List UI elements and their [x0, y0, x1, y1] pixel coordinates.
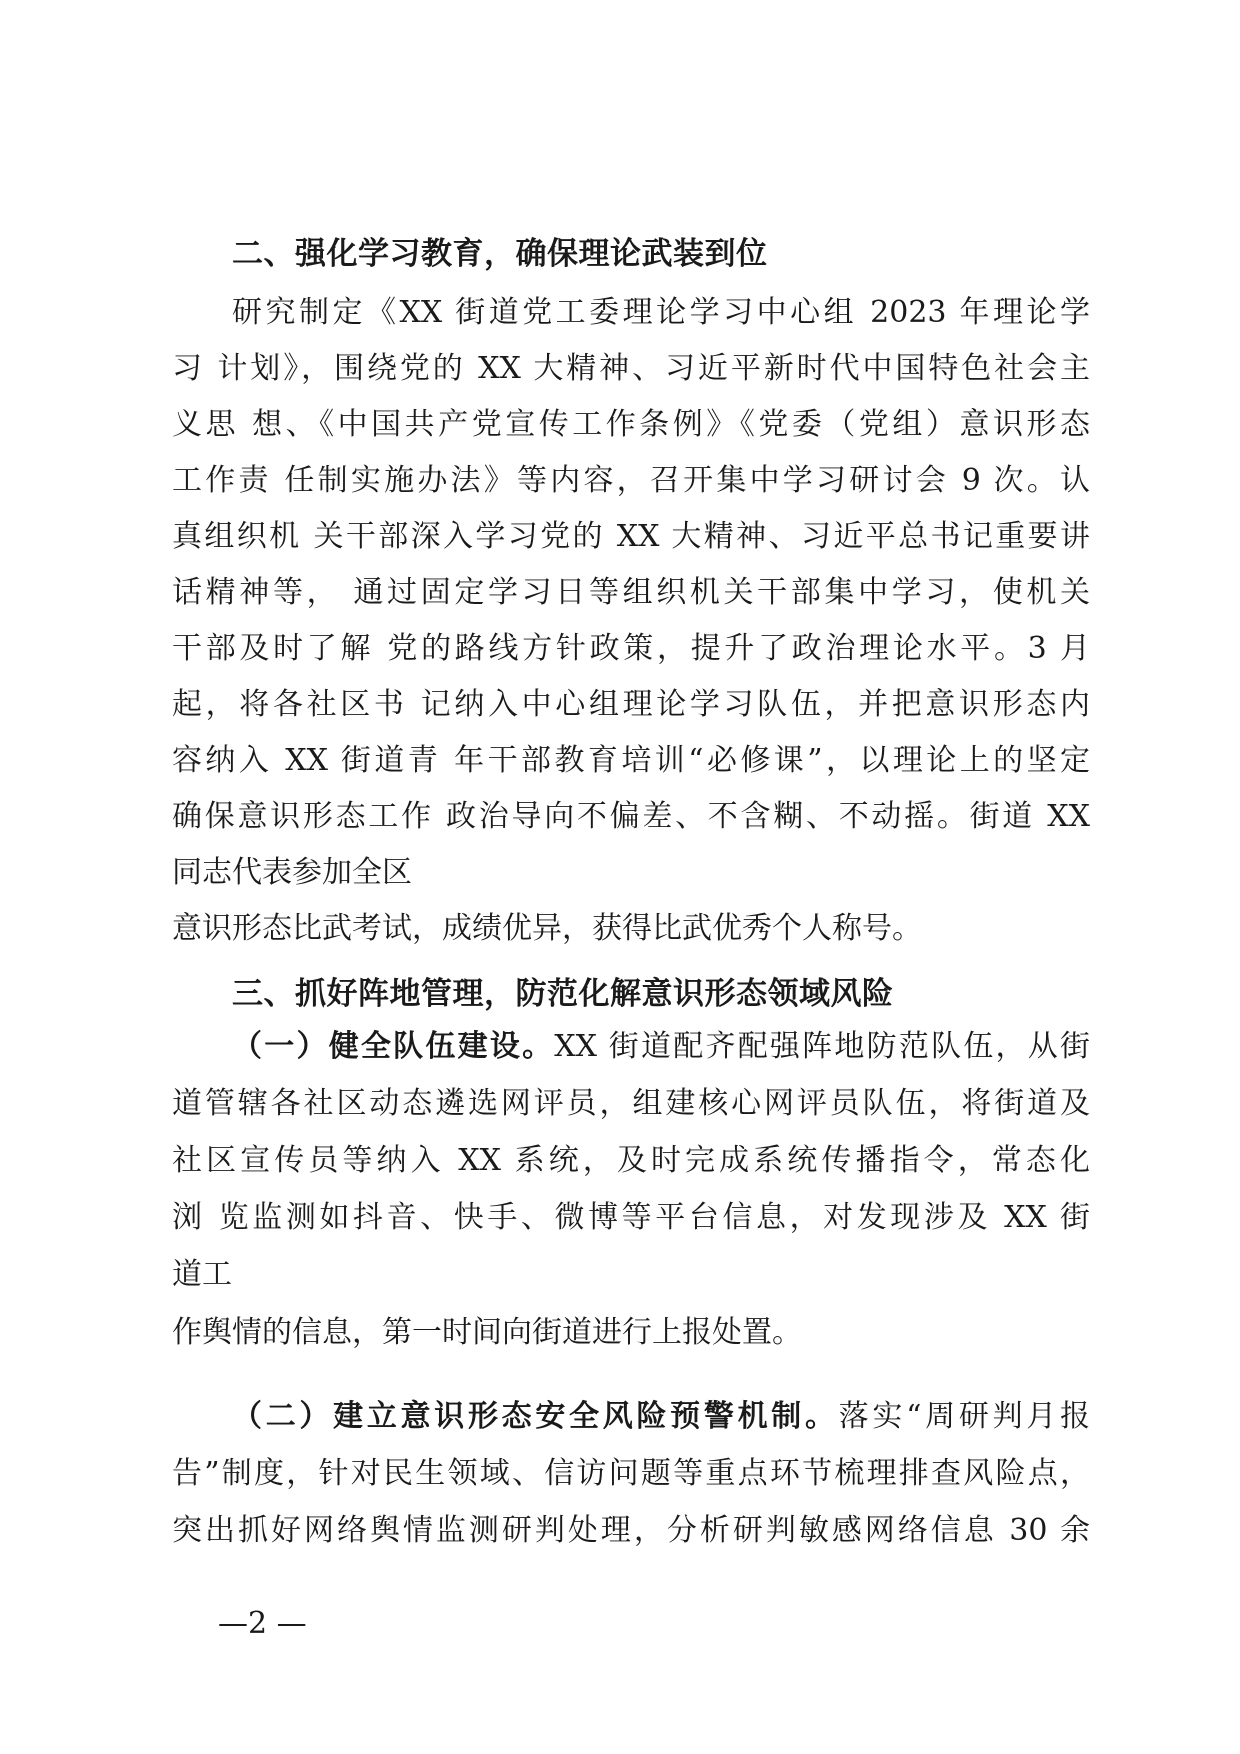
paragraph-line: 真组织机 关干部深入学习党的 XX 大精神、习近平总书记重要讲 [172, 519, 1090, 554]
paragraph-line: 习 计划》，围绕党的 XX 大精神、习近平新时代中国特色社会主 [172, 351, 1090, 386]
section-heading-2: 二、强化学习教育，确保理论武装到位 [232, 236, 768, 272]
paragraph-line: 告”制度，针对民生领域、信访问题等重点环节梳理排查风险点， [172, 1456, 1090, 1491]
subsection-2-text: 落实“周研判月报 [838, 1399, 1090, 1434]
subsection-1-text: XX 街道配齐配强阵地防范队伍，从街 [554, 1029, 1090, 1064]
paragraph-line: 道管辖各社区动态遴选网评员，组建核心网评员队伍，将街道及 [172, 1086, 1090, 1121]
page-number: —2 — [218, 1606, 307, 1641]
paragraph-line: 干部及时了解 党的路线方针政策，提升了政治理论水平。3 月 [172, 631, 1090, 666]
paragraph-line: 容纳入 XX 街道青 年干部教育培训“必修课”，以理论上的坚定 [172, 743, 1090, 778]
paragraph-line: 意识形态比武考试，成绩优异，获得比武优秀个人称号。 [172, 911, 922, 946]
paragraph-line: 道工 [172, 1257, 232, 1292]
paragraph-line: 同志代表参加全区 [172, 855, 412, 890]
subsection-2-title: （二）建立意识形态安全风险预警机制。 [232, 1399, 839, 1434]
paragraph-line: 工作责 任制实施办法》等内容，召开集中学习研讨会 9 次。认 [172, 463, 1090, 498]
paragraph-line: 社区宣传员等纳入 XX 系统，及时完成系统传播指令，常态化 [172, 1143, 1090, 1178]
paragraph-line: 起，将各社区书 记纳入中心组理论学习队伍，并把意识形态内 [172, 687, 1090, 722]
paragraph-line: 研究制定《XX 街道党工委理论学习中心组 2023 年理论学 [232, 295, 1090, 330]
paragraph-line: 浏 览监测如抖音、快手、微博等平台信息，对发现涉及 XX 街 [172, 1200, 1090, 1235]
section-heading-3: 三、抓好阵地管理，防范化解意识形态领域风险 [232, 976, 894, 1012]
paragraph-line: 话精神等， 通过固定学习日等组织机关干部集中学习，使机关 [172, 575, 1090, 610]
paragraph-line: 义思 想、《中国共产党宣传工作条例》《党委（党组）意识形态 [172, 407, 1090, 442]
paragraph-line: 确保意识形态工作 政治导向不偏差、不含糊、不动摇。街道 XX [172, 799, 1090, 834]
subsection-2-first-line [232, 1399, 1090, 1434]
paragraph-line: 突出抓好网络舆情监测研判处理，分析研判敏感网络信息 30 余 [172, 1513, 1090, 1548]
paragraph-line: 作舆情的信息，第一时间向街道进行上报处置。 [172, 1315, 802, 1350]
subsection-1-first-line [232, 1029, 1090, 1064]
subsection-1-title: （一）健全队伍建设。 [232, 1029, 555, 1064]
